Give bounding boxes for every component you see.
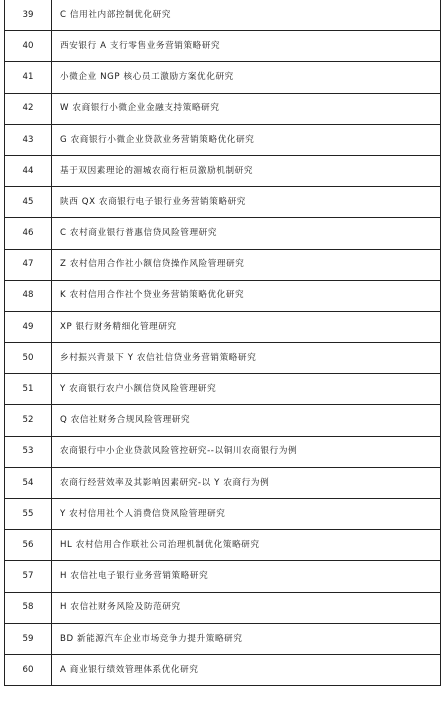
table-body — [5, 0, 441, 686]
row-number: 47 — [5, 249, 52, 280]
table-row — [5, 467, 441, 498]
table-row — [5, 311, 441, 342]
row-number: 44 — [5, 155, 52, 186]
row-title: 陕西 QX 农商银行电子银行业务营销策略研究 — [52, 187, 441, 218]
row-title: G 农商银行小微企业贷款业务营销策略优化研究 — [52, 124, 441, 155]
row-title: 农商行经营效率及其影响因素研究-以 Y 农商行为例 — [52, 467, 441, 498]
table-row — [5, 343, 441, 374]
table-row — [5, 530, 441, 561]
row-title: 乡村振兴背景下 Y 农信社信贷业务营销策略研究 — [52, 343, 441, 374]
table-row — [5, 654, 441, 685]
row-number: 46 — [5, 218, 52, 249]
row-title: 基于双因素理论的湄城农商行柜员激励机制研究 — [52, 155, 441, 186]
table-row — [5, 124, 441, 155]
table-row — [5, 561, 441, 592]
table-row — [5, 405, 441, 436]
row-title: Q 农信社财务合规风险管理研究 — [52, 405, 441, 436]
row-number: 57 — [5, 561, 52, 592]
table-row — [5, 280, 441, 311]
row-number: 55 — [5, 499, 52, 530]
row-title: HL 农村信用合作联社公司治理机制优化策略研究 — [52, 530, 441, 561]
table-row — [5, 436, 441, 467]
table-row — [5, 93, 441, 124]
row-number: 59 — [5, 623, 52, 654]
table-row — [5, 31, 441, 62]
row-title: Y 农商银行农户小额信贷风险管理研究 — [52, 374, 441, 405]
table-row — [5, 218, 441, 249]
row-title: A 商业银行绩效管理体系优化研究 — [52, 654, 441, 685]
row-title: 西安银行 A 支行零售业务营销策略研究 — [52, 31, 441, 62]
row-title: H 农信社电子银行业务营销策略研究 — [52, 561, 441, 592]
row-title: 农商银行中小企业贷款风险管控研究--以铜川农商银行为例 — [52, 436, 441, 467]
row-title: 小微企业 NGP 核心员工激励方案优化研究 — [52, 62, 441, 93]
row-title: XP 银行财务精细化管理研究 — [52, 311, 441, 342]
row-title: H 农信社财务风险及防范研究 — [52, 592, 441, 623]
table-row — [5, 592, 441, 623]
row-title: C 信用社内部控制优化研究 — [52, 0, 441, 31]
row-number: 42 — [5, 93, 52, 124]
row-number: 60 — [5, 654, 52, 685]
row-title: Y 农村信用社个人消费信贷风险管理研究 — [52, 499, 441, 530]
row-title: K 农村信用合作社个贷业务营销策略优化研究 — [52, 280, 441, 311]
row-number: 50 — [5, 343, 52, 374]
row-number: 45 — [5, 187, 52, 218]
table-row — [5, 187, 441, 218]
row-number: 43 — [5, 124, 52, 155]
row-title: W 农商银行小微企业金融支持策略研究 — [52, 93, 441, 124]
row-number: 39 — [5, 0, 52, 31]
table-row — [5, 623, 441, 654]
row-number: 51 — [5, 374, 52, 405]
row-number: 58 — [5, 592, 52, 623]
table-row — [5, 62, 441, 93]
table-row — [5, 499, 441, 530]
row-number: 54 — [5, 467, 52, 498]
row-number: 53 — [5, 436, 52, 467]
topic-table — [4, 0, 441, 686]
table-row — [5, 0, 441, 31]
row-number: 56 — [5, 530, 52, 561]
table-row — [5, 155, 441, 186]
row-number: 40 — [5, 31, 52, 62]
row-number: 41 — [5, 62, 52, 93]
row-title: Z 农村信用合作社小额信贷操作风险管理研究 — [52, 249, 441, 280]
row-number: 52 — [5, 405, 52, 436]
row-title: BD 新能源汽车企业市场竞争力提升策略研究 — [52, 623, 441, 654]
table-row — [5, 374, 441, 405]
table-row — [5, 249, 441, 280]
row-title: C 农村商业银行普惠信贷风险管理研究 — [52, 218, 441, 249]
row-number: 49 — [5, 311, 52, 342]
row-number: 48 — [5, 280, 52, 311]
